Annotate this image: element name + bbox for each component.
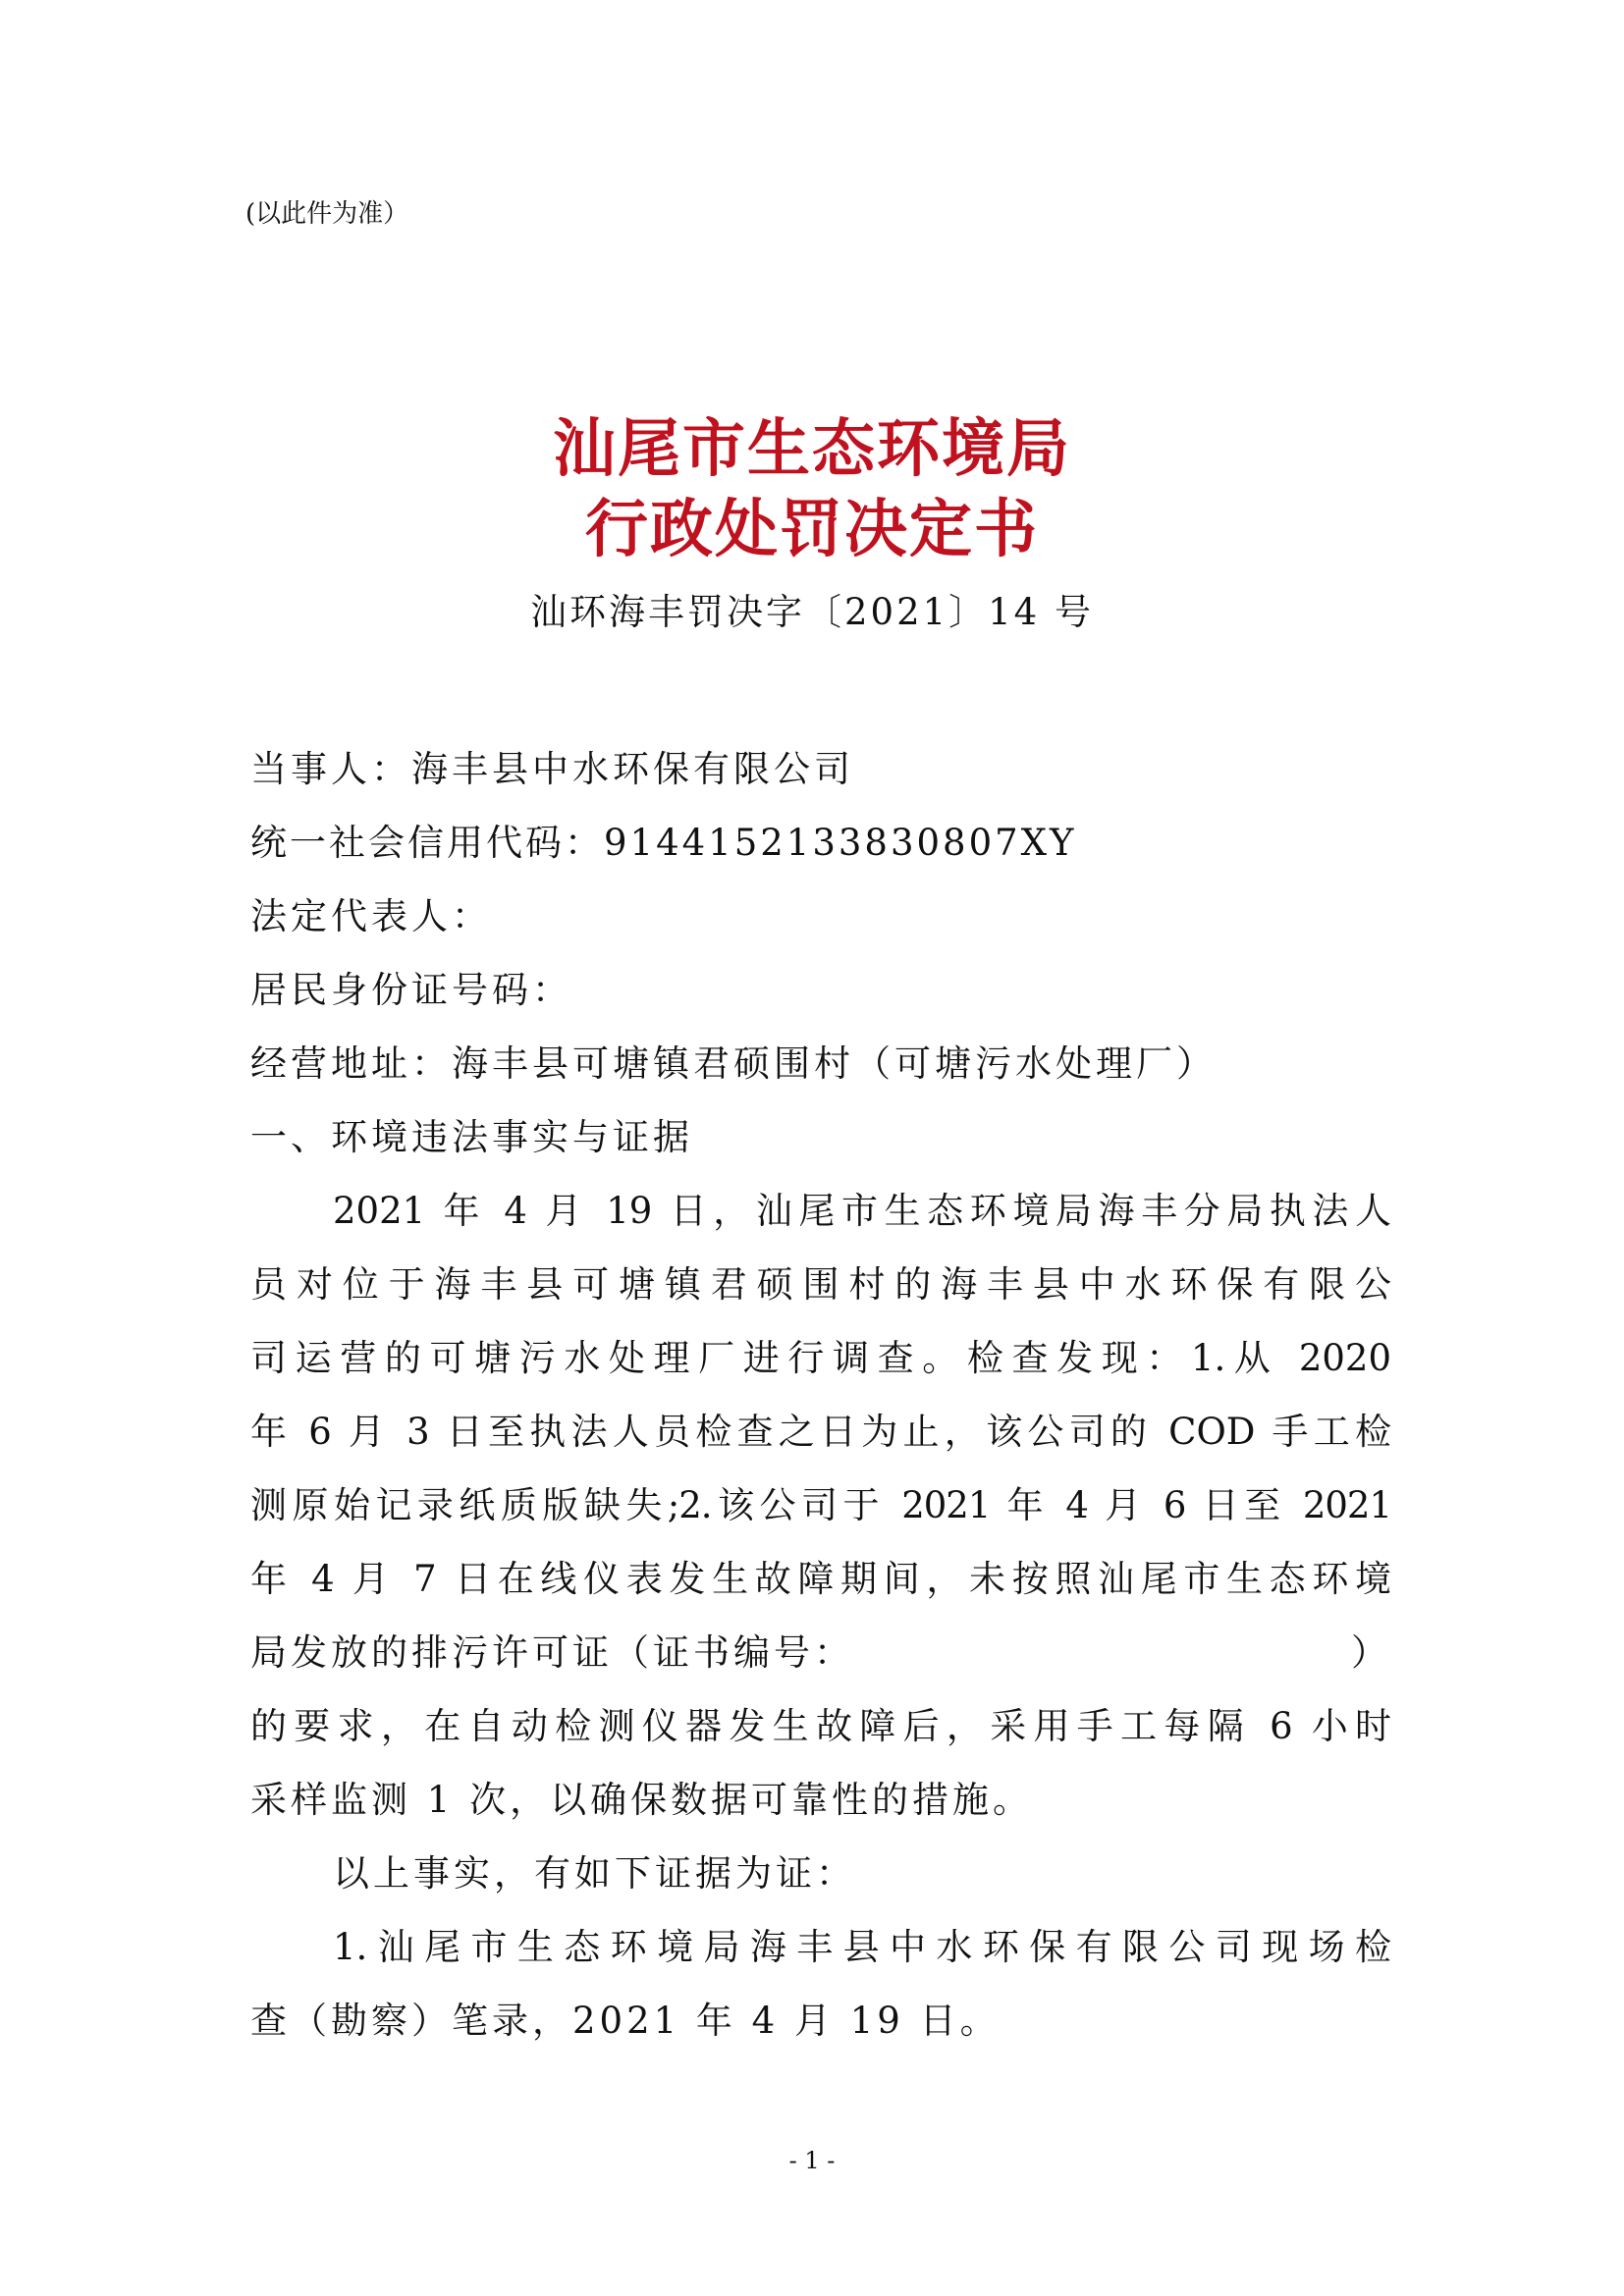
permit-line-text: 局发放的排污许可证（证书编号： [250,1631,854,1674]
party-id-number: 居民身份证号码： [250,969,572,1011]
paragraph-line: 的要求，在自动检测仪器发生故障后，采用手工每隔 6 小时 [250,1705,1391,1747]
header-note: (以此件为准） [245,199,409,229]
document-number: 汕环海丰罚决字〔2021〕14 号 [529,591,1094,633]
paragraph-line: 年 4 月 7 日在线仪表发生故障期间，未按照汕尾市生态环境 [250,1558,1391,1600]
page-number: - 1 - [788,2147,836,2174]
party-legal-representative: 法定代表人： [250,895,492,937]
document-type-title: 行政处罚决定书 [585,494,1039,566]
paragraph-line: 采样监测 1 次，以确保数据可靠性的措施。 [250,1779,1034,1821]
agency-title: 汕尾市生态环境局 [553,413,1071,486]
section-heading-violation-facts: 一、环境违法事实与证据 [250,1116,693,1158]
permit-line-close-paren: ） [1351,1631,1391,1674]
evidence-item-line: 1.汕尾市生态环境局海丰县中水环保有限公司现场检 [333,1926,1391,1968]
party-name: 当事人：海丰县中水环保有限公司 [250,748,854,790]
evidence-intro: 以上事实，有如下证据为证： [333,1852,856,1895]
paragraph-line: 年 6 月 3 日至执法人员检查之日为止，该公司的 COD 手工检 [250,1411,1391,1453]
party-address: 经营地址：海丰县可塘镇君硕围村（可塘污水处理厂） [250,1042,1217,1085]
evidence-item-line: 查（勘察）笔录，2021 年 4 月 19 日。 [250,2000,1001,2042]
paragraph-line [250,1616,1391,1689]
paragraph-line: 司运营的可塘污水处理厂进行调查。检查发现：1.从 2020 [250,1337,1391,1379]
paragraph-line: 测原始记录纸质版缺失;2.该公司于 2021 年 4 月 6 日至 2021 [250,1484,1391,1526]
paragraph-line: 员对位于海丰县可塘镇君硕围村的海丰县中水环保有限公 [250,1263,1391,1306]
party-credit-code: 统一社会信用代码：9144152133830807XY [250,822,1077,864]
paragraph-line: 2021 年 4 月 19 日，汕尾市生态环境局海丰分局执法人 [333,1190,1391,1232]
document-body [250,732,1391,2057]
